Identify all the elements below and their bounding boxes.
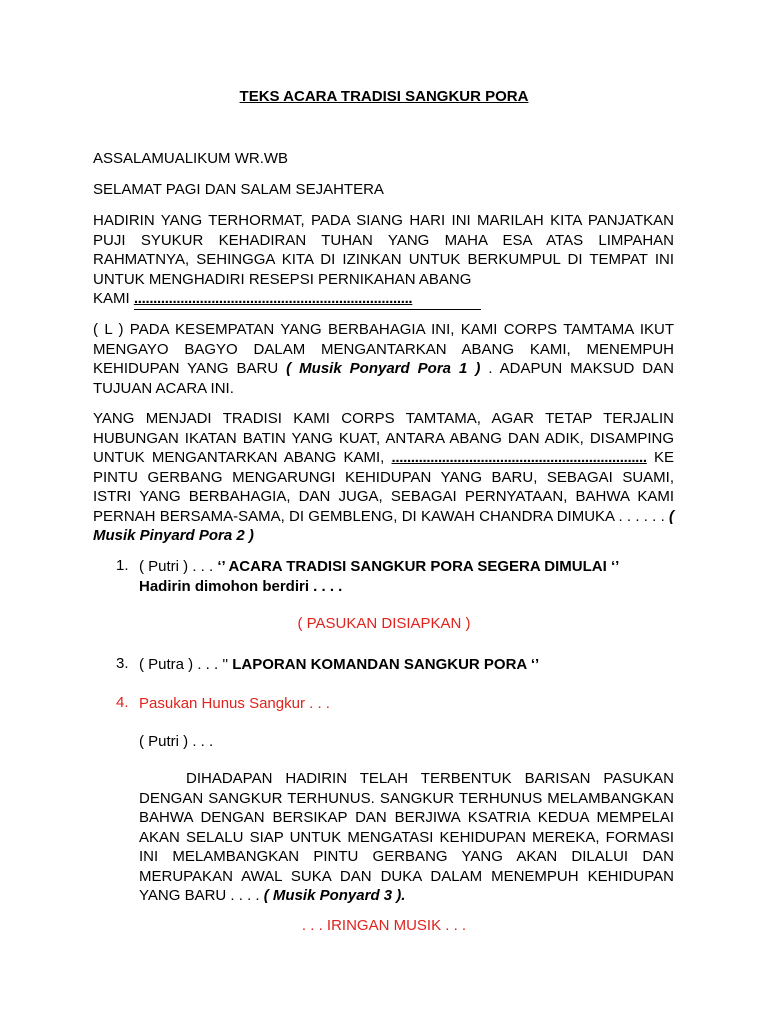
music-cue-3: ( Musik Ponyard 3 ).: [263, 887, 406, 904]
paragraph-sangkur: [139, 769, 674, 906]
list-number-1: 1.: [116, 557, 129, 574]
music-cue-2: ( Musik Pinyard Pora 2 ): [93, 507, 674, 544]
iringan-musik: . . . IRINGAN MUSIK . . .: [301, 917, 467, 934]
paragraph-tradition-rest: KE PINTU GERBANG MENGARUNGI KEHIDUPAN YANG BARU, SEBAGAI SUAMI, ISTRI YANG BERBAHAGIA, DAN JUGA, SEBAGAI PERNYATAAN, BAHWA KAMI PERNAH BERSAMA-SAMA, DI GEMBLENG, DI KAWAH CHANDRA DIMUKA . . . . . .: [93, 449, 674, 525]
music-cue-1: ( Musik Ponyard Pora 1 ): [286, 360, 481, 377]
paragraph-tradition-text: YANG MENJADI TRADISI KAMI CORPS TAMTAMA, AGAR TETAP TERJALIN HUBUNGAN IKATAN BATIN YANG KUAT, ANTARA ABANG DAN ADIK, DISAMPING UNTUK MENGANTARKAN ABANG KAMI,: [93, 410, 674, 466]
paragraph-sangkur-text: DIHADAPAN HADIRIN TELAH TERBENTUK BARISAN PASUKAN DENGAN SANGKUR TERHUNUS. SANGKUR TERHUNUS MELAMBANGKAN BAHWA DENGAN BERSIKAP DAN BERJIWA KSATRIA KEDUA MEMPELAI AKAN SELALU SIAP UNTUK MENGATASI KEHIDUPAN MEREKA, FORMASI INI MELAMBANGKAN PINTU GERBANG YANG AKAN DILALUI DAN MERUPAKAN AWAL SUKA DAN DUKA DALAM MENEMPUH KEHIDUPAN YANG BARU . . . .: [139, 770, 674, 904]
name-blank-line: [134, 289, 481, 310]
paragraph-corps: [93, 320, 674, 398]
list-item-1: [139, 557, 619, 596]
tradition-blank-dots: ..................................................................: [391, 449, 647, 466]
pasukan-heading: ( PASUKAN DISIAPKAN ): [297, 615, 471, 632]
name-blank-dots: ........................................................................: [133, 290, 413, 307]
list-number-3: 3.: [116, 655, 129, 672]
paragraph-corps-text: ( L ) PADA KESEMPATAN YANG BERBAHAGIA INI, KAMI CORPS TAMTAMA IKUT MENGAYO BAGYO DALAM MENGANTARKAN ABANG KAMI, MENEMPUH KEHIDUPAN YANG BARU: [93, 321, 674, 377]
document-title: TEKS ACARA TRADISI SANGKUR PORA: [239, 88, 529, 105]
greeting-line-2: SELAMAT PAGI DAN SALAM SEJAHTERA: [93, 181, 384, 198]
greeting-line: ASSALAMUALIKUM WR.WB: [93, 150, 289, 167]
list-item-4: Pasukan Hunus Sangkur . . .: [139, 695, 330, 712]
paragraph-opening: [93, 211, 674, 310]
list-item-3: [139, 655, 539, 675]
list-item-1-announcement: ‘’ ACARA TRADISI SANGKUR PORA SEGERA DIMULAI ‘’: [217, 558, 620, 575]
list-number-4: 4.: [116, 694, 129, 711]
paragraph-opening-kami: KAMI: [93, 290, 134, 307]
paragraph-corps-end: . ADAPUN MAKSUD DAN TUJUAN ACARA INI.: [93, 360, 674, 397]
list-item-1-prefix: ( Putri ) . . .: [139, 558, 218, 575]
list-item-3-announcement: LAPORAN KOMANDAN SANGKUR PORA ‘’: [232, 656, 540, 673]
putri-line: ( Putri ) . . .: [139, 733, 214, 750]
paragraph-tradition: [93, 409, 674, 546]
paragraph-opening-text: HADIRIN YANG TERHORMAT, PADA SIANG HARI INI MARILAH KITA PANJATKAN PUJI SYUKUR KEHADIRAN TUHAN YANG MAHA ESA ATAS LIMPAHAN RAHMATNYA, SEHINGGA KITA DI IZINKAN UNTUK BERKUMPUL DI TEMPAT INI UNTUK MENGHADIRI RESEPSI PERNIKAHAN ABANG: [93, 212, 674, 288]
list-item-1-line2: Hadirin dimohon berdiri . . . .: [139, 577, 343, 595]
list-item-3-prefix: ( Putra ) . . . '': [139, 656, 233, 673]
